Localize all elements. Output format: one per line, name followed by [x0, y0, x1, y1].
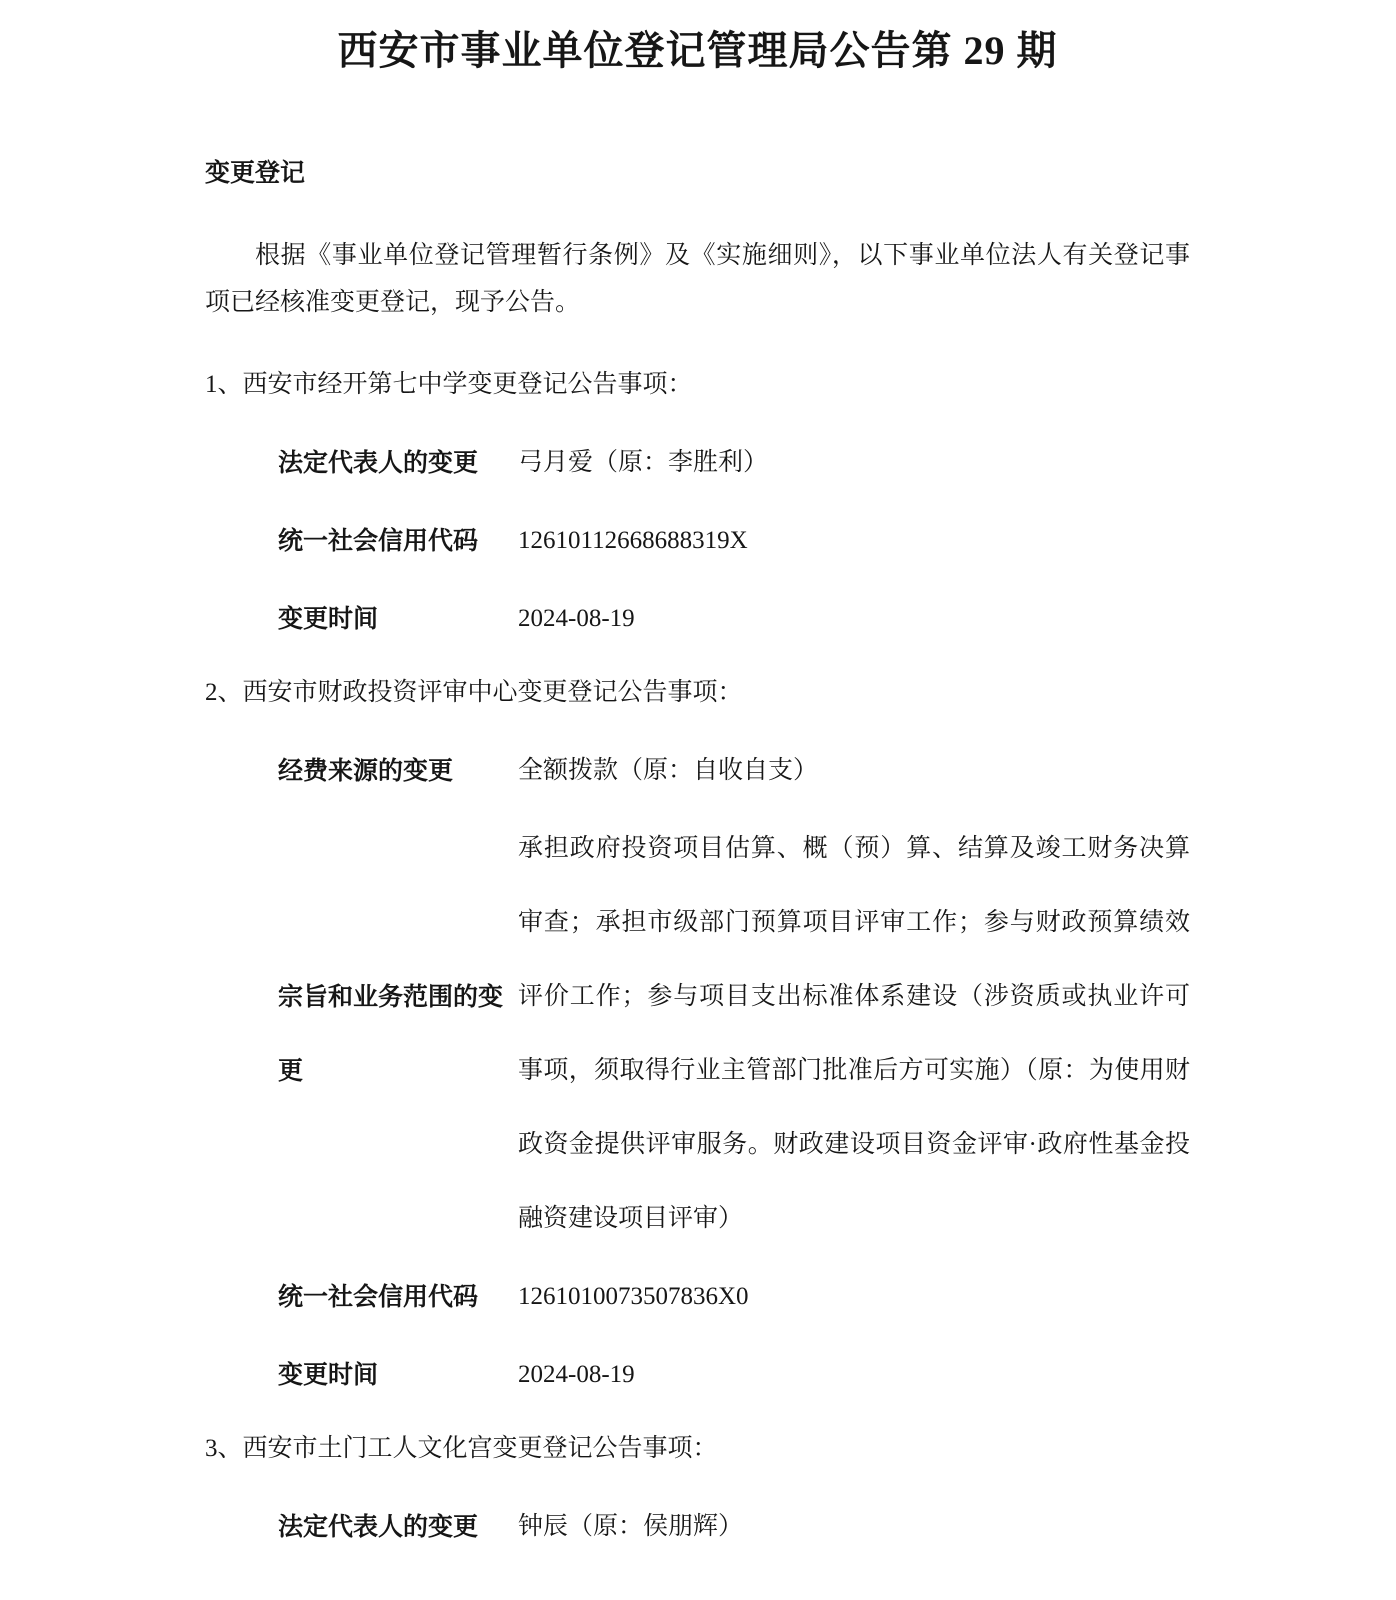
entry-row: [278, 426, 1190, 500]
row-label: 统一社会信用代码: [278, 527, 479, 555]
row-label: 变更时间: [278, 1361, 379, 1389]
row-value: 全额拨款（原：自收自支）: [518, 757, 819, 784]
entry-3: [205, 1412, 1190, 1564]
row-value: 2024-08-19: [518, 1361, 635, 1388]
entry-2: [205, 656, 1190, 1412]
row-label: 法定代表人的变更: [278, 1513, 479, 1541]
entry-row: [278, 1490, 1190, 1564]
entry-row: [278, 582, 1190, 656]
entry-1: [205, 348, 1190, 656]
row-label: 变更时间: [278, 605, 379, 633]
row-label: 宗旨和业务范围的变更: [278, 983, 504, 1085]
row-label: 统一社会信用代码: [278, 1283, 479, 1311]
entry-row: [278, 504, 1190, 578]
entry-row: [278, 734, 1190, 808]
row-value: 承担政府投资项目估算、概（预）算、结算及竣工财务决算审查；承担市级部门预算项目评审工作；参与财政预算绩效评价工作；参与项目支出标准体系建设（涉资质或执业许可事项，须取得行业主管部门批准后方可实施）（原：为使用财政资金提供评审服务。财政建设项目资金评审·政府性基金投融资建设项目评审）: [518, 835, 1190, 1232]
page-title: 西安市事业单位登记管理局公告第 29 期: [337, 28, 1058, 73]
row-value: 弓月爱（原：李胜利）: [518, 449, 769, 476]
section-heading: 变更登记: [205, 159, 306, 187]
row-value: 2024-08-19: [518, 605, 635, 632]
entry-heading: 3、西安市土门工人文化宫变更登记公告事项：: [205, 1435, 718, 1462]
entry-heading: 1、西安市经开第七中学变更登记公告事项：: [205, 371, 693, 398]
row-value: 12610112668688319X: [518, 527, 748, 554]
entries-list: [205, 348, 1190, 1564]
row-label: 经费来源的变更: [278, 757, 454, 785]
entry-row: [278, 1338, 1190, 1412]
entry-heading: 2、西安市财政投资评审中心变更登记公告事项：: [205, 679, 743, 706]
row-value: 1261010073507836X0: [518, 1283, 749, 1310]
row-value: 钟辰（原：侯朋辉）: [518, 1513, 744, 1540]
entry-row: [278, 1260, 1190, 1334]
entry-row: [278, 812, 1190, 1256]
intro-paragraph: 根据《事业单位登记管理暂行条例》及《实施细则》，以下事业单位法人有关登记事项已经核准变更登记，现予公告。: [205, 242, 1190, 316]
row-label: 法定代表人的变更: [278, 449, 479, 477]
